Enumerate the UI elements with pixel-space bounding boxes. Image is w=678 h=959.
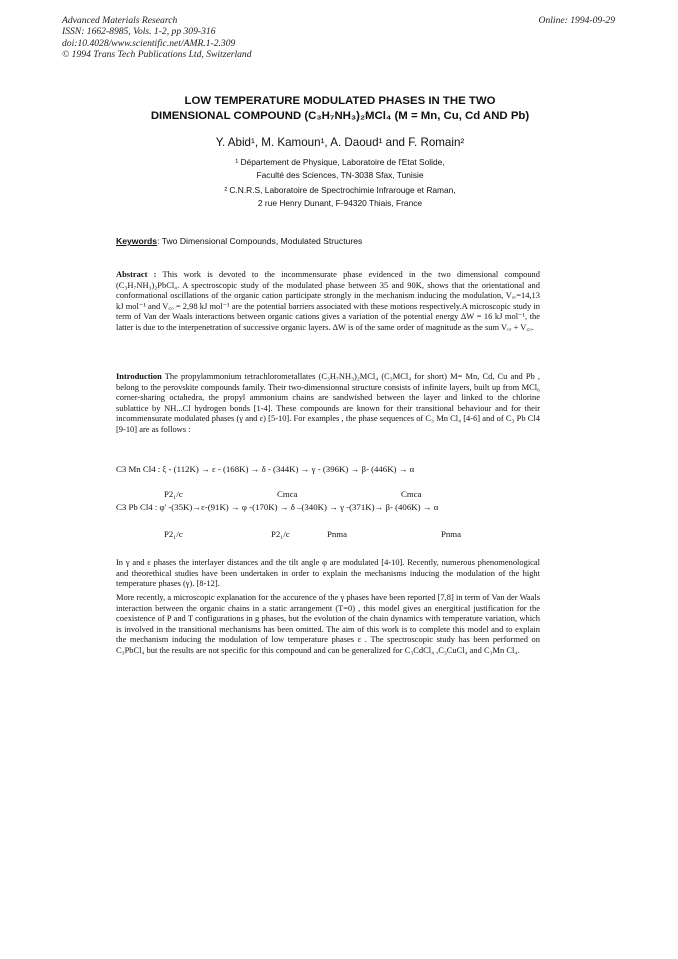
affiliation-1-line-2: Faculté des Sciences, TN-3038 Sfax, Tunisie bbox=[256, 169, 424, 180]
pb-space-group-4: Pnma bbox=[441, 529, 462, 539]
mn-space-group-2: Cmca bbox=[277, 489, 298, 499]
author-list: Y. Abid¹, M. Kamoun¹, A. Daoud¹ and F. Romain² bbox=[215, 136, 465, 149]
paragraph-modulation: In γ and ε phases the interlayer distances and the tilt angle φ are modulated [4-10]. Recently, numerous phenomenological and theorethical studies have been undertaken in order to explain the mechanisms inducing the modulation of the hight temperature phases (γ). [8-12]. bbox=[116, 557, 540, 588]
affiliation-1-line-1: ¹ Département de Physique, Laboratoire de l'Etat Solide, bbox=[235, 157, 445, 167]
abstract-text: This work is devoted to the incommensurate phase evidenced in the two dimensional compound (C₃H₇NH₃)₂PbCl₄. A spectroscopic study of the modulated phase between 35 and 90K, shows that the orientational and conformational oscillations of the organic cation participate strongly in the mechanism inducing the modulation, Vₒᵣ=14,13 kJ mol⁻¹ and V꜀ₒ = 2,98 kJ mol⁻¹ are the potential barriers associated with these motions respectively.A microscopic study in term of Van der Waals interactions between organic cations gives a variation of the potential energy ΔW = 16 kJ mol⁻¹, the latter is due to the interpenetration of successive organic layers. ΔW is of the same order of magnitude as the sum Vₒᵣ + V꜀ₒ. bbox=[116, 269, 540, 332]
abstract bbox=[116, 269, 540, 332]
keywords bbox=[116, 236, 362, 246]
title-line-2: DIMENSIONAL COMPOUND (C₃H₇NH₃)₂MCl₄ (M = Mn, Cu, Cd AND Pb) bbox=[150, 110, 530, 122]
paragraph-microscopic: More recently, a microscopic explanation for the accurence of the γ phases have been reported [7,8] in term of Van der Waals interaction between the organic chains in a static arrangement (T=0) , this model gives an energitical justification for the coexistence of P and T configurations in g phases, but the evolution of the chain dynamics with temperature variation, which is involved in the transitional mechanisms has been omitted. The aim of this work is to complete this model and to explain the mechanism inducing the modulation of low temperature phases ε . The spectroscopic study has been performed on C₃PbCl₄ but the results are not specific for this compound and can be generalized for C₃CdCl₄ ,C₃CuCl₄ and C₃Mn Cl₄. bbox=[116, 592, 540, 655]
affiliation-2 bbox=[100, 184, 580, 209]
abstract-label: Abstract : bbox=[116, 269, 157, 279]
journal-name: Advanced Materials Research bbox=[62, 15, 178, 26]
mn-phase-sequence: C3 Mn Cl4 : ξ - (112K) → ε - (168K) → δ - (344K) → γ - (396K) → β- (446K) → α bbox=[116, 464, 415, 474]
copyright-line: © 1994 Trans Tech Publications Ltd, Switzerland bbox=[62, 49, 252, 61]
introduction-label: Introduction bbox=[116, 371, 162, 381]
title-line-1: LOW TEMPERATURE MODULATED PHASES IN THE TWO bbox=[184, 95, 496, 107]
pb-space-group-1: P2₁/c bbox=[164, 529, 183, 539]
online-date: Online: 1994-09-29 bbox=[538, 15, 615, 26]
journal-header bbox=[62, 15, 252, 61]
pb-phase-sequence: C3 Pb Cl4 : φ' -(35K)→ε-(91K) → φ -(170K) → δ –(340K) → γ -(371K)→ β- (406K) → α bbox=[116, 502, 439, 512]
mn-space-group-1: P2₁/c bbox=[164, 489, 183, 499]
pb-space-group-3: Pnma bbox=[327, 529, 348, 539]
affiliation-2-line-1: ² C.N.R.S, Laboratoire de Spectrochimie Infrarouge et Raman, bbox=[224, 185, 456, 195]
affiliation-1 bbox=[100, 156, 580, 181]
paper-title bbox=[100, 94, 580, 124]
mn-space-group-3: Cmca bbox=[401, 489, 422, 499]
pb-space-group-2: P2₁/c bbox=[271, 529, 290, 539]
issn-line: ISSN: 1662-8985, Vols. 1-2, pp 309-316 bbox=[62, 26, 216, 38]
introduction-text: The propylammonium tetrachlorometallates (C₃H₇NH₃)₂MCl₄ (C₃MCl₄ for short) M= Mn, Cd, Cu and Pb , belong to the perovskite compounds family. Their two-dimensionnal structure consists of infinite layers, built up from MCl₆ corner-sharing octahedra, the propyl ammonium chains are sandwished between the layer and linked to the chlorine sublattice by NH...Cl hydrogen bonds [1-4]. These compounds are known for their transitional behaviour and for their incommensurate modulated phases (γ and ε) [5-10]. For examples , the phase sequences of C₃ Mn Cl₄ [4-6] and of C₃ Pb Cl4 [9-10] are as follows : bbox=[116, 371, 540, 434]
affiliation-2-line-2: 2 rue Henry Dunant, F-94320 Thiais, France bbox=[257, 197, 423, 208]
keywords-label: Keywords bbox=[116, 236, 158, 246]
doi-line: doi:10.4028/www.scientific.net/AMR.1-2.309 bbox=[62, 37, 236, 49]
introduction bbox=[116, 371, 540, 434]
keywords-text: : Two Dimensional Compounds, Modulated Structures bbox=[157, 236, 363, 246]
